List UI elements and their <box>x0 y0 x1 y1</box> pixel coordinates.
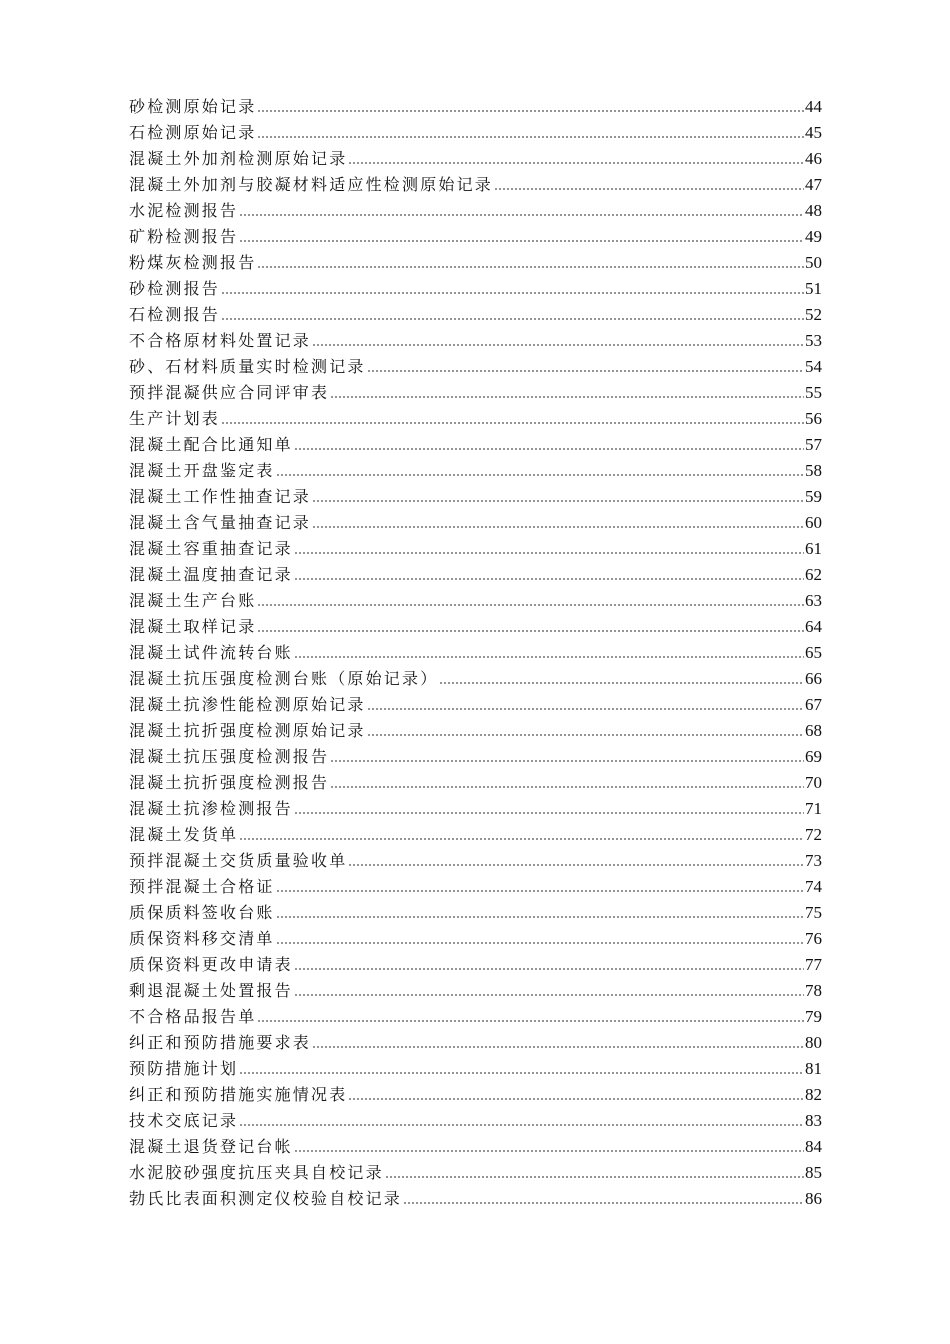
toc-entry-page-number: 65 <box>805 643 822 662</box>
toc-entry-page-number: 50 <box>805 253 822 272</box>
toc-entry-page-number: 75 <box>805 903 822 922</box>
toc-dot-leader <box>385 1175 804 1179</box>
toc-entry[interactable] <box>129 819 822 845</box>
toc-dot-leader <box>294 577 804 581</box>
toc-entry-title: 混凝土开盘鉴定表 <box>129 461 275 480</box>
toc-entry-title: 混凝土含气量抽查记录 <box>129 513 312 532</box>
toc-entry[interactable] <box>129 195 822 221</box>
toc-entry-page-number: 49 <box>805 227 822 246</box>
toc-entry-page-number: 60 <box>805 513 822 532</box>
toc-entry[interactable] <box>129 559 822 585</box>
toc-dot-leader <box>494 187 804 191</box>
toc-entry-page-number: 82 <box>805 1085 822 1104</box>
toc-entry-page-number: 72 <box>805 825 822 844</box>
toc-entry-title: 质保质料签收台账 <box>129 903 275 922</box>
toc-entry-page-number: 52 <box>805 305 822 324</box>
toc-entry[interactable] <box>129 403 822 429</box>
toc-entry[interactable] <box>129 273 822 299</box>
toc-entry-page-number: 81 <box>805 1059 822 1078</box>
toc-entry-page-number: 47 <box>805 175 822 194</box>
toc-dot-leader <box>294 655 804 659</box>
toc-dot-leader <box>239 1071 804 1075</box>
toc-entry[interactable] <box>129 637 822 663</box>
toc-dot-leader <box>330 395 804 399</box>
toc-dot-leader <box>294 551 804 555</box>
toc-dot-leader <box>439 681 804 685</box>
toc-dot-leader <box>239 213 804 217</box>
toc-entry-title: 水泥检测报告 <box>129 201 239 220</box>
toc-entry[interactable] <box>129 689 822 715</box>
toc-entry-page-number: 58 <box>805 461 822 480</box>
toc-entry-page-number: 61 <box>805 539 822 558</box>
toc-entry[interactable] <box>129 741 822 767</box>
toc-entry-page-number: 83 <box>805 1111 822 1130</box>
toc-entry[interactable] <box>129 481 822 507</box>
toc-dot-leader <box>294 811 804 815</box>
toc-entry[interactable] <box>129 169 822 195</box>
toc-entry[interactable] <box>129 429 822 455</box>
toc-entry-title: 混凝土配合比通知单 <box>129 435 293 454</box>
toc-entry[interactable] <box>129 1053 822 1079</box>
toc-entry-title: 质保资料移交清单 <box>129 929 275 948</box>
toc-entry[interactable] <box>129 845 822 871</box>
toc-entry-title: 混凝土抗渗性能检测原始记录 <box>129 695 366 714</box>
toc-dot-leader <box>367 369 804 373</box>
toc-entry-page-number: 62 <box>805 565 822 584</box>
toc-entry[interactable] <box>129 949 822 975</box>
toc-entry-title: 纠正和预防措施实施情况表 <box>129 1085 348 1104</box>
toc-entry-page-number: 63 <box>805 591 822 610</box>
toc-entry-page-number: 68 <box>805 721 822 740</box>
toc-entry[interactable] <box>129 975 822 1001</box>
toc-entry-page-number: 44 <box>805 97 822 116</box>
toc-entry[interactable] <box>129 793 822 819</box>
toc-dot-leader <box>367 707 804 711</box>
toc-entry-title: 不合格原材料处置记录 <box>129 331 312 350</box>
toc-dot-leader <box>257 109 804 113</box>
toc-entry-title: 砂检测原始记录 <box>129 97 257 116</box>
toc-entry[interactable] <box>129 299 822 325</box>
toc-entry-title: 纠正和预防措施要求表 <box>129 1033 312 1052</box>
toc-dot-leader <box>294 1149 804 1153</box>
toc-dot-leader <box>239 1123 804 1127</box>
toc-entry-page-number: 56 <box>805 409 822 428</box>
toc-entry-page-number: 76 <box>805 929 822 948</box>
toc-entry-title: 混凝土外加剂与胶凝材料适应性检测原始记录 <box>129 175 494 194</box>
toc-dot-leader <box>330 785 804 789</box>
toc-entry-title: 水泥胶砂强度抗压夹具自校记录 <box>129 1163 384 1182</box>
toc-entry-page-number: 84 <box>805 1137 822 1156</box>
toc-entry-title: 预拌混凝土交货质量验收单 <box>129 851 348 870</box>
toc-entry[interactable] <box>129 1157 822 1183</box>
toc-dot-leader <box>257 603 804 607</box>
toc-entry-page-number: 66 <box>805 669 822 688</box>
toc-entry-title: 混凝土退货登记台帐 <box>129 1137 293 1156</box>
toc-entry[interactable] <box>129 117 822 143</box>
toc-entry[interactable] <box>129 351 822 377</box>
toc-entry-page-number: 73 <box>805 851 822 870</box>
toc-entry-page-number: 78 <box>805 981 822 1000</box>
toc-entry-title: 混凝土外加剂检测原始记录 <box>129 149 348 168</box>
table-of-contents <box>129 91 822 1209</box>
toc-entry[interactable] <box>129 455 822 481</box>
toc-dot-leader <box>312 525 804 529</box>
toc-dot-leader <box>257 629 804 633</box>
toc-entry-title: 混凝土发货单 <box>129 825 239 844</box>
toc-entry-page-number: 86 <box>805 1189 822 1208</box>
toc-entry[interactable] <box>129 1105 822 1131</box>
toc-entry-page-number: 51 <box>805 279 822 298</box>
toc-dot-leader <box>221 421 804 425</box>
toc-entry-page-number: 69 <box>805 747 822 766</box>
toc-entry-title: 砂、石材料质量实时检测记录 <box>129 357 366 376</box>
toc-entry-page-number: 48 <box>805 201 822 220</box>
toc-dot-leader <box>294 967 804 971</box>
toc-entry[interactable] <box>129 247 822 273</box>
toc-entry-page-number: 54 <box>805 357 822 376</box>
toc-entry-page-number: 55 <box>805 383 822 402</box>
toc-dot-leader <box>330 759 804 763</box>
toc-entry-title: 粉煤灰检测报告 <box>129 253 257 272</box>
toc-dot-leader <box>276 941 804 945</box>
toc-entry[interactable] <box>129 221 822 247</box>
toc-entry-title: 技术交底记录 <box>129 1111 239 1130</box>
toc-entry-page-number: 79 <box>805 1007 822 1026</box>
toc-dot-leader <box>221 291 804 295</box>
toc-entry-page-number: 74 <box>805 877 822 896</box>
toc-entry[interactable] <box>129 325 822 351</box>
toc-entry-title: 剩退混凝土处置报告 <box>129 981 293 1000</box>
toc-entry[interactable] <box>129 91 822 117</box>
toc-entry-page-number: 57 <box>805 435 822 454</box>
toc-entry-title: 混凝土抗折强度检测报告 <box>129 773 330 792</box>
toc-entry-title: 混凝土取样记录 <box>129 617 257 636</box>
toc-entry-title: 混凝土试件流转台账 <box>129 643 293 662</box>
toc-entry-page-number: 85 <box>805 1163 822 1182</box>
toc-entry-title: 混凝土抗折强度检测原始记录 <box>129 721 366 740</box>
toc-dot-leader <box>239 239 804 243</box>
toc-entry-title: 质保资料更改申请表 <box>129 955 293 974</box>
toc-entry[interactable] <box>129 871 822 897</box>
toc-entry[interactable] <box>129 897 822 923</box>
toc-entry[interactable] <box>129 923 822 949</box>
toc-entry-title: 砂检测报告 <box>129 279 221 298</box>
toc-entry-title: 预拌混凝供应合同评审表 <box>129 383 330 402</box>
toc-entry[interactable] <box>129 663 822 689</box>
toc-dot-leader <box>257 265 804 269</box>
toc-entry-title: 不合格品报告单 <box>129 1007 257 1026</box>
toc-entry-page-number: 80 <box>805 1033 822 1052</box>
toc-dot-leader <box>257 1019 804 1023</box>
toc-entry-title: 混凝土工作性抽查记录 <box>129 487 312 506</box>
toc-entry[interactable] <box>129 143 822 169</box>
toc-entry-page-number: 71 <box>805 799 822 818</box>
toc-entry-page-number: 46 <box>805 149 822 168</box>
toc-entry-title: 混凝土生产台账 <box>129 591 257 610</box>
toc-entry[interactable] <box>129 1027 822 1053</box>
toc-entry-title: 生产计划表 <box>129 409 221 428</box>
toc-entry-page-number: 59 <box>805 487 822 506</box>
toc-dot-leader <box>276 473 804 477</box>
toc-dot-leader <box>276 915 804 919</box>
toc-entry-title: 混凝土抗渗检测报告 <box>129 799 293 818</box>
toc-entry-title: 石检测原始记录 <box>129 123 257 142</box>
toc-entry-title: 混凝土容重抽查记录 <box>129 539 293 558</box>
toc-dot-leader <box>403 1201 804 1205</box>
toc-dot-leader <box>312 1045 804 1049</box>
toc-entry-page-number: 67 <box>805 695 822 714</box>
toc-entry[interactable] <box>129 585 822 611</box>
toc-entry[interactable] <box>129 533 822 559</box>
toc-entry[interactable] <box>129 611 822 637</box>
toc-entry[interactable] <box>129 507 822 533</box>
toc-dot-leader <box>294 993 804 997</box>
toc-entry[interactable] <box>129 1183 822 1209</box>
toc-entry[interactable] <box>129 1079 822 1105</box>
toc-entry[interactable] <box>129 1001 822 1027</box>
toc-dot-leader <box>239 837 804 841</box>
toc-dot-leader <box>367 733 804 737</box>
toc-dot-leader <box>221 317 804 321</box>
toc-entry-title: 混凝土抗压强度检测报告 <box>129 747 330 766</box>
toc-entry[interactable] <box>129 377 822 403</box>
toc-dot-leader <box>312 499 804 503</box>
toc-dot-leader <box>348 161 804 165</box>
toc-entry-page-number: 77 <box>805 955 822 974</box>
toc-dot-leader <box>257 135 804 139</box>
toc-dot-leader <box>294 447 804 451</box>
toc-entry-title: 混凝土温度抽查记录 <box>129 565 293 584</box>
toc-entry-title: 预拌混凝土合格证 <box>129 877 275 896</box>
toc-entry[interactable] <box>129 767 822 793</box>
toc-entry-title: 矿粉检测报告 <box>129 227 239 246</box>
toc-entry-page-number: 64 <box>805 617 822 636</box>
toc-entry-page-number: 45 <box>805 123 822 142</box>
toc-entry-title: 混凝土抗压强度检测台账（原始记录） <box>129 669 439 688</box>
toc-entry-page-number: 53 <box>805 331 822 350</box>
toc-entry[interactable] <box>129 715 822 741</box>
toc-dot-leader <box>312 343 804 347</box>
toc-entry-title: 预防措施计划 <box>129 1059 239 1078</box>
toc-dot-leader <box>348 1097 804 1101</box>
toc-dot-leader <box>276 889 804 893</box>
toc-entry[interactable] <box>129 1131 822 1157</box>
toc-entry-title: 勃氏比表面积测定仪校验自校记录 <box>129 1189 403 1208</box>
toc-entry-title: 石检测报告 <box>129 305 221 324</box>
toc-dot-leader <box>348 863 804 867</box>
toc-entry-page-number: 70 <box>805 773 822 792</box>
